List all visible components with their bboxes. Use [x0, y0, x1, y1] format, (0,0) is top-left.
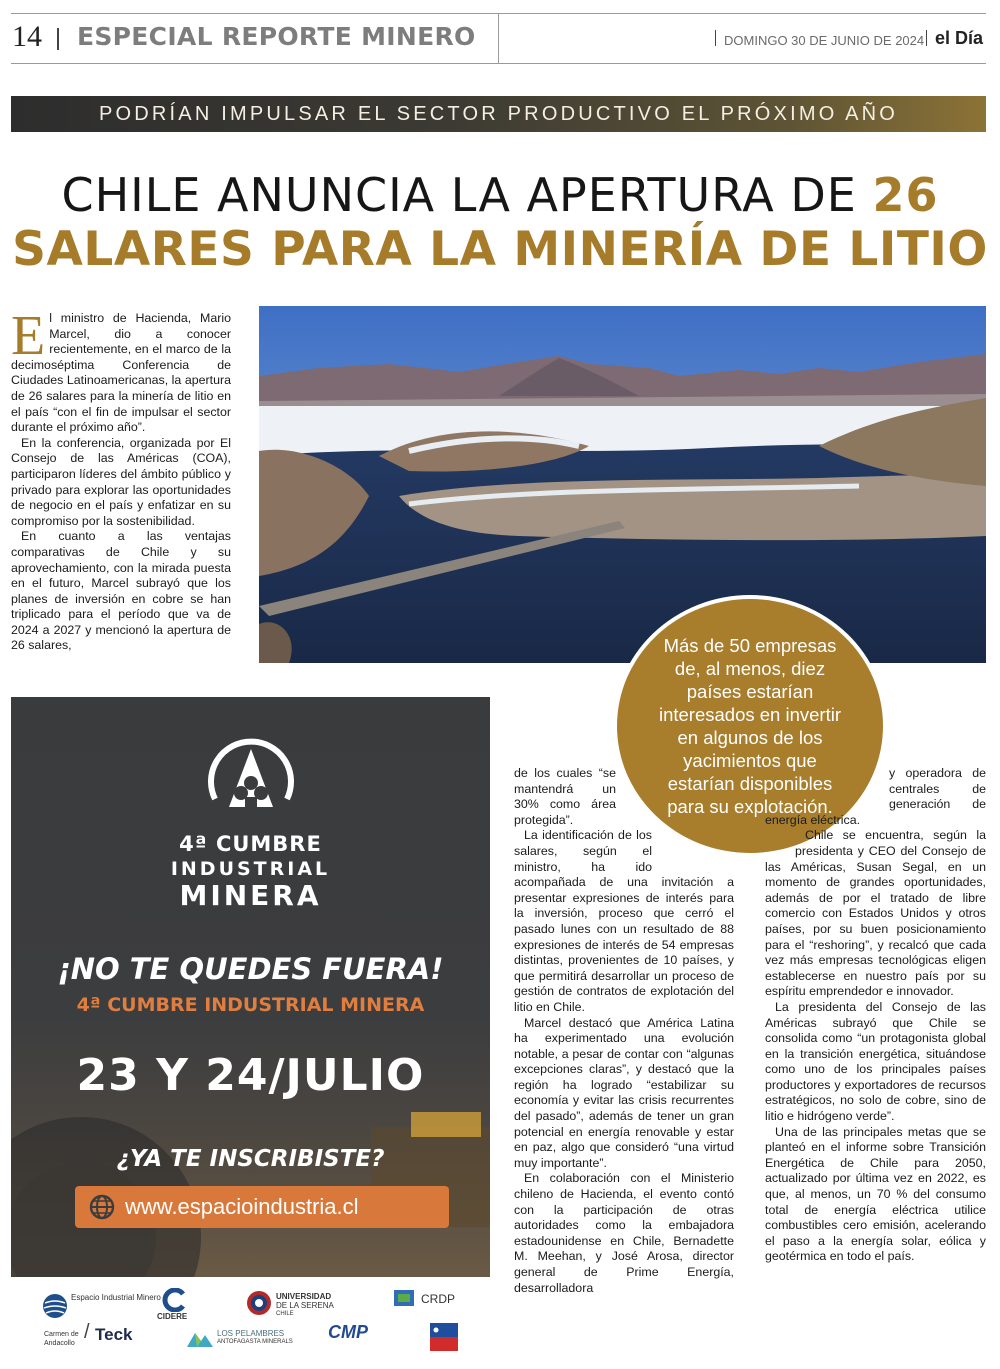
sponsor-cmp: CMP: [328, 1322, 368, 1342]
sponsor-carmen: Carmen de Andacollo: [44, 1331, 79, 1347]
kicker-text: PODRÍAN IMPULSAR EL SECTOR PRODUCTIVO EL PRÓXIMO AÑO: [98, 102, 899, 125]
headline-line-2: SALARES PARA LA MINERÍA DE LITIO: [12, 222, 988, 277]
kicker-band: [11, 96, 986, 132]
callout-wrap-space: [616, 766, 734, 828]
salt-flat-photo: [259, 306, 986, 663]
paragraph: En colaboración con el Ministerio chileno de Hacienda, el evento contó con la participación de otras autoridades como la embajadora estadounidense en Chile, Bernadette M. Meehan, y José Arosa, director general de Prime Energía, desarrolladora: [514, 1171, 734, 1295]
ad-subtitle: 4ª CUMBRE INDUSTRIAL MINERA: [76, 994, 425, 1016]
globe-icon: [89, 1194, 115, 1220]
userena-seal-icon: [246, 1290, 272, 1316]
headline-line-1: [0, 168, 1000, 222]
callout-wrap-space: [765, 766, 889, 812]
crdp-mark-icon: [392, 1288, 418, 1312]
sponsor-userena-3: CHILE: [276, 1311, 294, 1317]
drop-cap: E: [11, 305, 46, 367]
event-advertisement[interactable]: [11, 697, 490, 1277]
sponsor-crdp: CRDP: [421, 1292, 456, 1306]
ad-event-line-1: 4ª CUMBRE: [179, 832, 322, 856]
headline-number: 26: [872, 168, 939, 222]
paragraph: La presidenta del Consejo de las Américas subrayó que Chile se consolida como “un protagonista global en la transición energética, situándose como uno de los principales países productores y exportadores de recursos estratégicos, no solo de cobre, sino de litio e hidrógeno verde”.: [765, 999, 986, 1124]
pelambres-logo-icon: [185, 1327, 215, 1349]
header-separator: [57, 28, 59, 50]
ad-question: ¿YA TE INSCRIBISTE?: [116, 1146, 385, 1172]
paragraph-text: y operadora de centrales de generación de energía eléctrica.: [765, 766, 986, 827]
page-number: 14: [12, 20, 42, 53]
newspaper-logo: el Día: [935, 28, 984, 48]
issue-date: DOMINGO 30 DE JUNIO DE 2024: [724, 33, 925, 48]
paragraph: [514, 766, 734, 828]
sponsor-espacio: Espacio Industrial Minero: [71, 1293, 161, 1302]
cidere-logo-icon: [161, 1288, 187, 1312]
header-bottom-rule: [11, 63, 986, 64]
paper-separator: [926, 30, 927, 46]
sponsor-teck: Teck: [95, 1325, 133, 1344]
ad-event-line-2: INDUSTRIAL: [170, 858, 331, 880]
paragraph: En cuanto a las ventajas comparativas de Chile y su aprovechamiento, con la mirada puesta en el futuro, Marcel subrayó que los planes de inversión en cobre se han triplicado para el período que va de 2024 a 2027 y mencionó la apertura de 26 salares,: [11, 529, 231, 653]
teck-slash: /: [84, 1321, 90, 1343]
sponsor-userena-1: UNIVERSIDAD: [276, 1292, 332, 1301]
chile-government-logo-icon: [430, 1323, 458, 1351]
sponsor-pelambres-2: ANTOFAGASTA MINERALS: [217, 1339, 293, 1345]
paragraph-text: de los cuales “se mantendrá un 30% como área protegida”.: [514, 766, 616, 827]
espacio-logo-icon: [42, 1293, 68, 1319]
article-column-2: [514, 766, 734, 1296]
date-separator: [715, 30, 716, 46]
ad-url-text: www.espacioindustria.cl: [125, 1194, 359, 1219]
cumbre-emblem-icon: [201, 727, 301, 827]
paragraph: Marcel destacó que América Latina ha experimentado una evolución notable, a pesar de contar con “algunas excepciones claras”, y destacó que la región ha logrado “estabilizar su economía y evitar las crisis recurrentes del pasado”, además de tener un gran potencial en energía renovable y estar en paz, algo que consideró “una virtud muy importante”.: [514, 1015, 734, 1170]
callout-wrap-space: [765, 828, 795, 858]
article-column-3: [765, 766, 986, 1265]
callout-text: Más de 50 empresas de, al menos, diez países estarían interesados en invertir en algunos de los yacimientos que estarían disponibles para su explotación.: [658, 635, 841, 817]
ad-tagline: ¡NO TE QUEDES FUERA!: [57, 952, 444, 986]
article-column-1: [11, 305, 231, 654]
paragraph-text: La identificación de los salares, según el ministro, ha ido acompañada de una invitación a presentar expresiones de interés para la inversión, proceso que cerró el pasado lunes con un resultado de 88 expresiones de interés de 54 empresas distintas, provenientes de 10 países, y que permitirá desarrollar un proceso de gestión de contratos de explotación del litio en Chile.: [514, 828, 734, 1014]
sponsor-pelambres-1: LOS PELAMBRES: [217, 1329, 285, 1338]
paragraph: [514, 828, 734, 1015]
sponsor-userena-2: DE LA SERENA: [276, 1301, 334, 1310]
sponsor-cidere: CIDERE: [157, 1312, 188, 1321]
paragraph: Una de las principales metas que se planteó en el informe sobre Transición Energética de Chile para 2050, actualizado por última vez en 2022, es que, al menos, un 70 % del consumo total de energía eléctrica utilice combustibles cero emisión, acelerando el paso a la energía solar, eólica y geotérmica en todo el país.: [765, 1124, 986, 1264]
headline-text: CHILE ANUNCIA LA APERTURA DE: [61, 168, 857, 222]
header-divider: [498, 14, 499, 63]
salt-flat-illustration: [259, 306, 986, 663]
ad-dates: 23 Y 24/JULIO: [76, 1050, 425, 1101]
ad-url-button[interactable]: [75, 1186, 449, 1228]
paragraph-text: Chile se encuentra, según la presidenta y CEO del Consejo de las Américas, Susan Segal, en un momento de grandes oportunidades, además de por el tratado de libre comercio con Estados Unidos y otros países, por su buen posicionamiento para el “reshoring”, y recalcó que cada vez más empresas tecnológicas eligen establecerse en nuestro país por su espíritu emprendedor e innovador.: [765, 828, 986, 999]
paragraph: [765, 828, 986, 1000]
paragraph: En la conferencia, organizada por El Consejo de las Américas (COA), participaron líderes del ámbito público y privado para explorar las oportunidades de negocio en el país y enfatizar en su compromiso por la sostenibilidad.: [11, 435, 231, 528]
callout-wrap-space: [652, 828, 734, 874]
paragraph-text: l ministro de Hacienda, Mario Marcel, dio a conocer recientemente, en el marco de la decimoséptima Conferencia de Ciudades Latinoamericanas, la apertura de 26 salares para la minería de litio en el país “con el fin de impulsar el sector durante el próximo año”.: [11, 311, 231, 435]
ad-event-line-3: MINERA: [179, 879, 322, 912]
paragraph: [11, 305, 231, 436]
section-title: ESPECIAL REPORTE MINERO: [77, 22, 476, 51]
paragraph: [765, 766, 986, 828]
